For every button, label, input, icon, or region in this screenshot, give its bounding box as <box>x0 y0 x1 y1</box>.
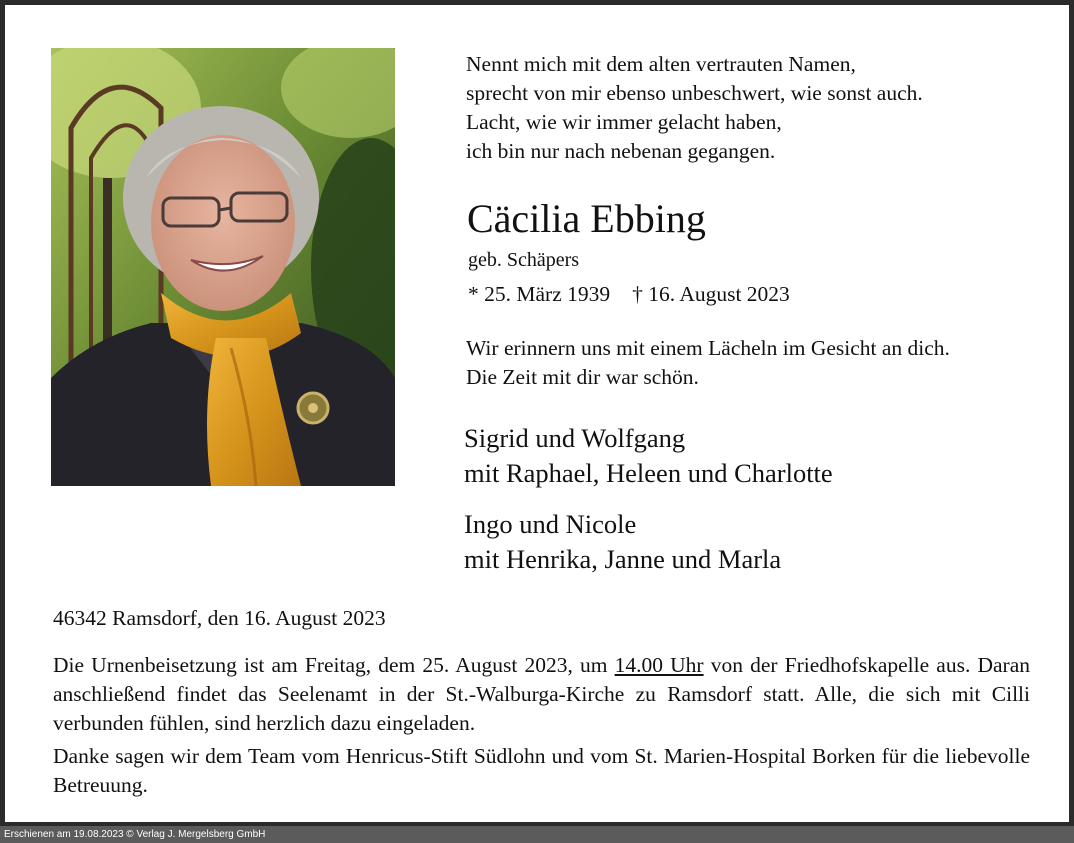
funeral-text-end: von der Friedhofskapelle aus. Daran anschließend findet das Seelenamt in der St.-Walburga-Kirche zu Ramsdorf statt. Alle, die sich mit Cilli verbunden fühlen, sind herzlich dazu eingeladen. <box>53 653 1030 735</box>
poem-line: ich bin nur nach nebenan gegangen. <box>466 139 776 163</box>
publication-footer: Erschienen am 19.08.2023 © Verlag J. Mergelsberg GmbH <box>0 826 1074 843</box>
remembrance-line: Wir erinnern uns mit einem Lächeln im Gesicht an dich. <box>466 336 950 360</box>
life-dates <box>468 280 790 308</box>
deceased-name: Cäcilia Ebbing <box>467 196 706 241</box>
family-parents: Ingo und Nicole <box>464 509 637 539</box>
family-children: mit Raphael, Heleen und Charlotte <box>464 458 833 488</box>
birth-name: geb. Schäpers <box>468 249 580 271</box>
poem-line: Nennt mich mit dem alten vertrauten Namen, <box>466 52 856 76</box>
poem-line: Lacht, wie wir immer gelacht haben, <box>466 110 782 134</box>
place-and-date: 46342 Ramsdorf, den 16. August 2023 <box>53 606 386 630</box>
poem-line: sprecht von mir ebenso unbeschwert, wie sonst auch. <box>466 81 923 105</box>
funeral-time: 14.00 Uhr <box>614 653 704 677</box>
portrait-photo <box>51 48 395 486</box>
poem <box>466 50 923 166</box>
family-group <box>464 421 833 491</box>
family-group <box>464 507 781 577</box>
thanks-text: Danke sagen wir dem Team vom Henricus-Stift Südlohn und vom St. Marien-Hospital Borken für die liebevolle Betreuung. <box>53 744 1030 797</box>
remembrance-line: Die Zeit mit dir war schön. <box>466 365 699 389</box>
death-date: † 16. August 2023 <box>632 282 790 306</box>
birth-date: * 25. März 1939 <box>468 282 611 306</box>
remembrance-text <box>466 334 950 392</box>
family-children: mit Henrika, Janne und Marla <box>464 544 782 574</box>
funeral-notice <box>53 651 1030 738</box>
funeral-text-start: Die Urnenbeisetzung ist am Freitag, dem 25. August 2023, um <box>53 653 615 677</box>
family-parents: Sigrid und Wolfgang <box>464 423 686 453</box>
